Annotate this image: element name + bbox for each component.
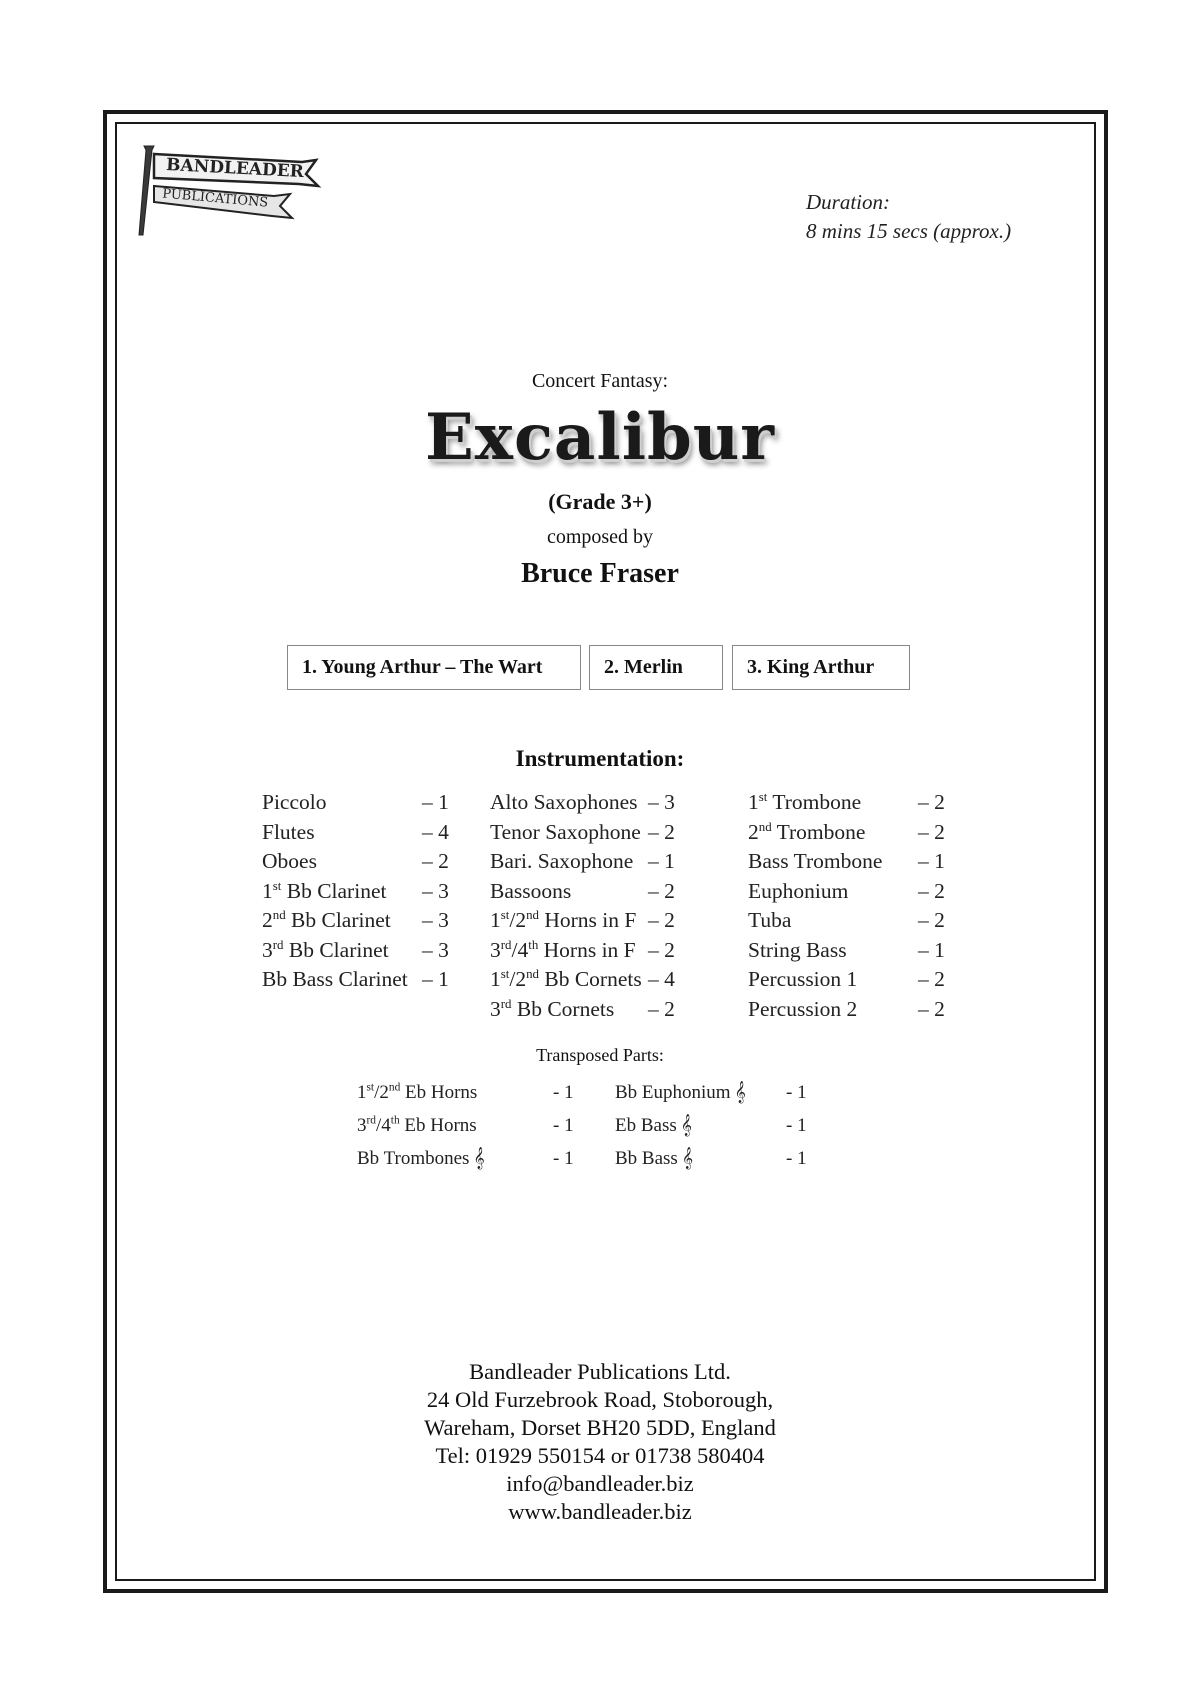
instrument-name: Tenor Saxophone (490, 819, 641, 844)
instrument-name: Bari. Saxophone (490, 849, 634, 873)
transposed-part-count: - 1 (786, 1082, 807, 1103)
instrument-count: – 3 (422, 908, 449, 932)
transposed-parts-heading: Transposed Parts: (536, 1045, 664, 1065)
treble-clef-icon: 𝄞 (680, 1115, 692, 1136)
transposed-part-count: - 1 (786, 1115, 807, 1136)
instrument-name: String Bass (748, 937, 847, 962)
instrument-count: – 2 (648, 996, 675, 1021)
transposed-part-name: 3rd/4th Eb Horns (357, 1114, 477, 1136)
instrument-name: Euphonium (748, 878, 849, 903)
duration-value: 8 mins 15 secs (approx.) (806, 219, 1012, 243)
address-line: info@bandleader.biz (506, 1471, 694, 1496)
instrument-count: – 1 (918, 937, 945, 962)
transposed-part-count: - 1 (553, 1148, 574, 1169)
address-line: Wareham, Dorset BH20 5DD, England (424, 1415, 776, 1440)
instrument-count: – 2 (918, 790, 945, 814)
duration (806, 188, 1011, 246)
instrument-name: 3rd/4th Horns in F (490, 937, 636, 962)
transposed-part-count: - 1 (553, 1082, 574, 1103)
instrument-name: 2nd Bb Clarinet (262, 907, 391, 932)
composed-by: composed by (546, 526, 654, 548)
transposed-part-count: - 1 (786, 1148, 807, 1169)
instrument-count: – 2 (918, 996, 945, 1021)
instrument-name: Bassoons (490, 878, 572, 903)
instrument-name: Piccolo (262, 790, 327, 814)
instrument-count: – 2 (648, 908, 675, 932)
treble-clef-icon: 𝄞 (734, 1082, 746, 1103)
instrument-name: 3rd Bb Cornets (490, 996, 615, 1021)
duration-label: Duration: (806, 190, 890, 214)
movement-2: 2. Merlin (589, 645, 723, 690)
logo-line2: PUBLICATIONS (161, 186, 269, 211)
transposed-part-name: Bb Trombones 𝄞 (357, 1148, 485, 1169)
treble-clef-icon: 𝄞 (473, 1148, 485, 1169)
page-title: Excalibur (425, 400, 775, 475)
movement-3: 3. King Arthur (732, 645, 910, 690)
instrument-count: – 2 (918, 878, 945, 903)
instrument-count: – 3 (648, 790, 675, 814)
instrument-name: 1st Bb Clarinet (262, 878, 387, 903)
publisher-address (0, 1358, 1200, 1526)
instrument-count: – 2 (648, 819, 675, 844)
instrument-name: 2nd Trombone (748, 819, 866, 844)
transposed-part-name: Bb Bass 𝄞 (615, 1148, 694, 1169)
instrument-name: 3rd Bb Clarinet (262, 937, 389, 962)
transposed-part-name: Eb Bass 𝄞 (615, 1115, 692, 1136)
address-line: www.bandleader.biz (508, 1499, 692, 1524)
movement-1: 1. Young Arthur – The Wart (287, 645, 581, 690)
instrument-name: Bb Bass Clarinet (262, 967, 408, 991)
instrument-count: – 2 (422, 849, 449, 873)
instrument-count: – 1 (918, 849, 945, 873)
transposed-part-name: 1st/2nd Eb Horns (357, 1081, 478, 1103)
instrument-name: Bass Trombone (748, 849, 883, 873)
instrument-count: – 2 (648, 878, 675, 903)
instrument-name: Oboes (262, 849, 317, 873)
instrument-name: 1st Trombone (748, 789, 862, 814)
address-line: 24 Old Furzebrook Road, Stoborough, (426, 1387, 774, 1412)
instrument-name: Flutes (262, 819, 315, 844)
instrument-name: Alto Saxophones (490, 790, 638, 814)
instrument-count: – 1 (422, 967, 449, 991)
address-line: Bandleader Publications Ltd. (469, 1359, 731, 1384)
instrument-name: Percussion 2 (748, 996, 858, 1021)
instrument-count: – 1 (648, 849, 675, 873)
instrument-name: 1st/2nd Bb Cornets (490, 966, 642, 991)
composer: Bruce Fraser (521, 558, 679, 589)
instrument-count: – 1 (422, 790, 449, 814)
instrument-count: – 2 (918, 819, 945, 844)
instrument-name: 1st/2nd Horns in F (490, 907, 637, 932)
instrument-name: Tuba (748, 908, 792, 932)
instrument-count: – 2 (648, 937, 675, 962)
transposed-part-count: - 1 (553, 1115, 574, 1136)
address-line: Tel: 01929 550154 or 01738 580404 (435, 1443, 765, 1468)
instrument-count: – 4 (422, 819, 449, 844)
instrument-count: – 2 (918, 908, 945, 932)
instrument-name: Percussion 1 (748, 967, 858, 991)
instrument-count: – 3 (422, 878, 449, 903)
transposed-part-name: Bb Euphonium 𝄞 (615, 1082, 746, 1103)
logo-line1: BANDLEADER (165, 154, 305, 183)
grade: (Grade 3+) (548, 489, 652, 514)
instrumentation-heading: Instrumentation: (515, 746, 685, 771)
instrument-count: – 4 (648, 967, 675, 991)
instrument-count: – 2 (918, 967, 945, 991)
treble-clef-icon: 𝄞 (681, 1148, 694, 1169)
bandleader-logo (134, 140, 364, 240)
subtitle: Concert Fantasy: (531, 370, 669, 392)
instrument-count: – 3 (422, 937, 449, 962)
